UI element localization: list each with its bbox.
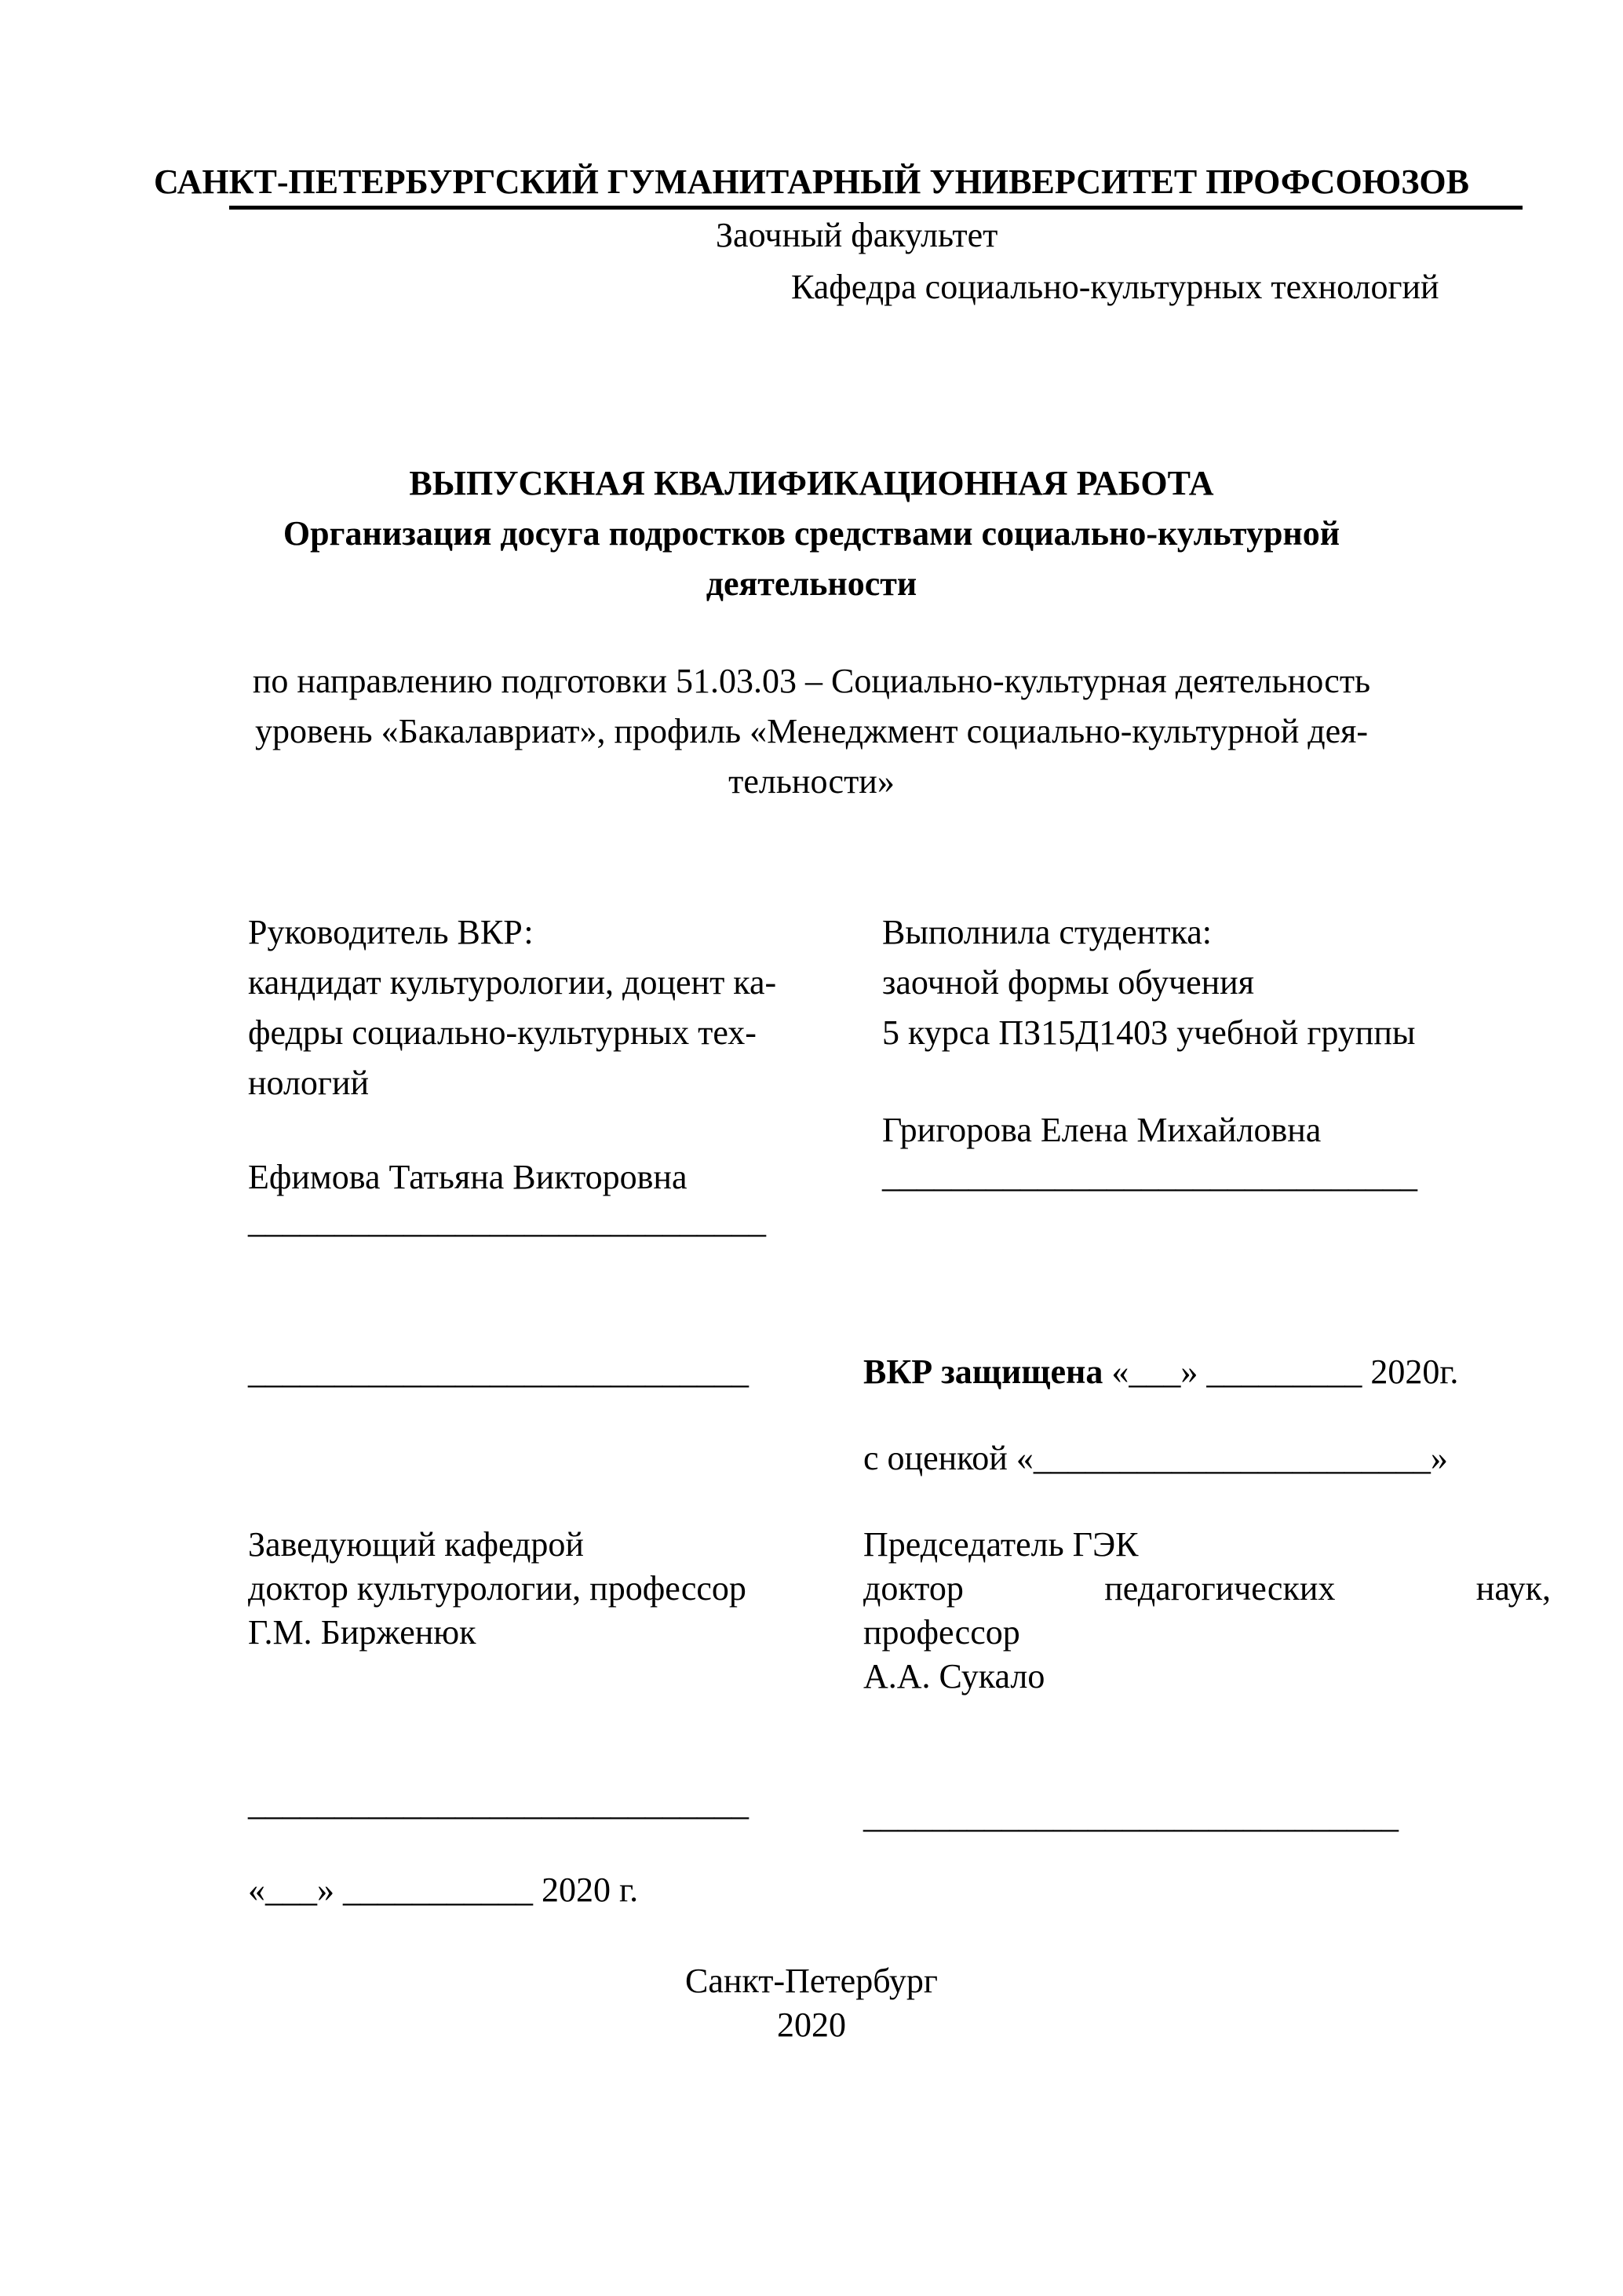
footer-year: 2020 xyxy=(777,2006,846,2044)
student-name: Григорова Елена Михайловна xyxy=(882,1111,1322,1149)
defense-grade[interactable]: с оценкой «_______________________» xyxy=(863,1439,1448,1477)
supervisor-degree-3: нологий xyxy=(248,1064,370,1102)
approval-date-line[interactable]: «___» ___________ 2020 г. xyxy=(248,1871,639,1909)
chairman-degree-word-3: наук, xyxy=(1475,1569,1551,1608)
head-signature-line[interactable]: _____________________________ xyxy=(248,1784,749,1823)
direction-line-1: по направлению подготовки 51.03.03 – Социально-культурная деятельность xyxy=(252,662,1371,700)
defense-date[interactable]: «___» _________ 2020г. xyxy=(1103,1352,1459,1391)
student-label: Выполнила студентка: xyxy=(882,913,1212,951)
supervisor-degree-1: кандидат культурологии, доцент ка- xyxy=(248,963,777,1002)
student-form: заочной формы обучения xyxy=(882,963,1254,1002)
defense-statement xyxy=(863,1350,1458,1394)
chairman-signature-line[interactable]: _______________________________ xyxy=(863,1797,1399,1835)
student-signature-line[interactable]: _______________________________ xyxy=(882,1156,1417,1195)
supervisor-label: Руководитель ВКР: xyxy=(248,913,534,951)
chairman-block xyxy=(863,1523,1551,1699)
topic-line-1: Организация досуга подростков средствами социально-культурной xyxy=(283,514,1340,553)
footer-city: Санкт-Петербург xyxy=(685,1962,938,2000)
defense-label: ВКР защищена xyxy=(863,1352,1103,1391)
student-block xyxy=(882,911,1526,1198)
university-name: САНКТ-ПЕТЕРБУРГСКИЙ ГУМАНИТАРНЫЙ УНИВЕРСИТЕТ ПРОФСОЮЗОВ xyxy=(153,162,1470,201)
supervisor-degree-2: федры социально-культурных тех- xyxy=(248,1013,757,1052)
head-degree: доктор культурологии, профессор xyxy=(248,1569,746,1608)
chairman-title: профессор xyxy=(863,1613,1020,1652)
direction-line-3: тельности» xyxy=(728,762,895,801)
faculty-name: Заочный факультет xyxy=(716,216,998,254)
topic-line-2: деятельности xyxy=(706,564,917,603)
head-of-department-block xyxy=(248,1523,844,1655)
student-group: 5 курса ПЗ15Д1403 учебной группы xyxy=(882,1013,1416,1052)
header-rule xyxy=(229,206,1523,210)
chairman-degree-line xyxy=(863,1567,1551,1611)
direction-line-2: уровень «Бакалавриат», профиль «Менеджмент социально-культурной дея- xyxy=(254,712,1369,750)
supervisor-block xyxy=(248,911,844,1243)
chairman-degree-word-1: доктор xyxy=(863,1569,964,1608)
department-name: Кафедра социально-культурных технологий xyxy=(791,268,1439,306)
chairman-degree-word-2: педагогических xyxy=(1104,1569,1336,1608)
head-label: Заведующий кафедрой xyxy=(248,1525,584,1564)
chairman-label: Председатель ГЭК xyxy=(863,1525,1139,1564)
chairman-name: А.А. Сукало xyxy=(863,1657,1045,1696)
supervisor-signature-line[interactable]: ______________________________ xyxy=(248,1202,766,1240)
supervisor-name: Ефимова Татьяна Викторовна xyxy=(248,1158,687,1196)
head-name: Г.М. Бирженюк xyxy=(248,1613,476,1652)
work-type-title: ВЫПУСКНАЯ КВАЛИФИКАЦИОННАЯ РАБОТА xyxy=(409,464,1214,502)
defense-left-signature-line[interactable]: _____________________________ xyxy=(248,1352,749,1391)
